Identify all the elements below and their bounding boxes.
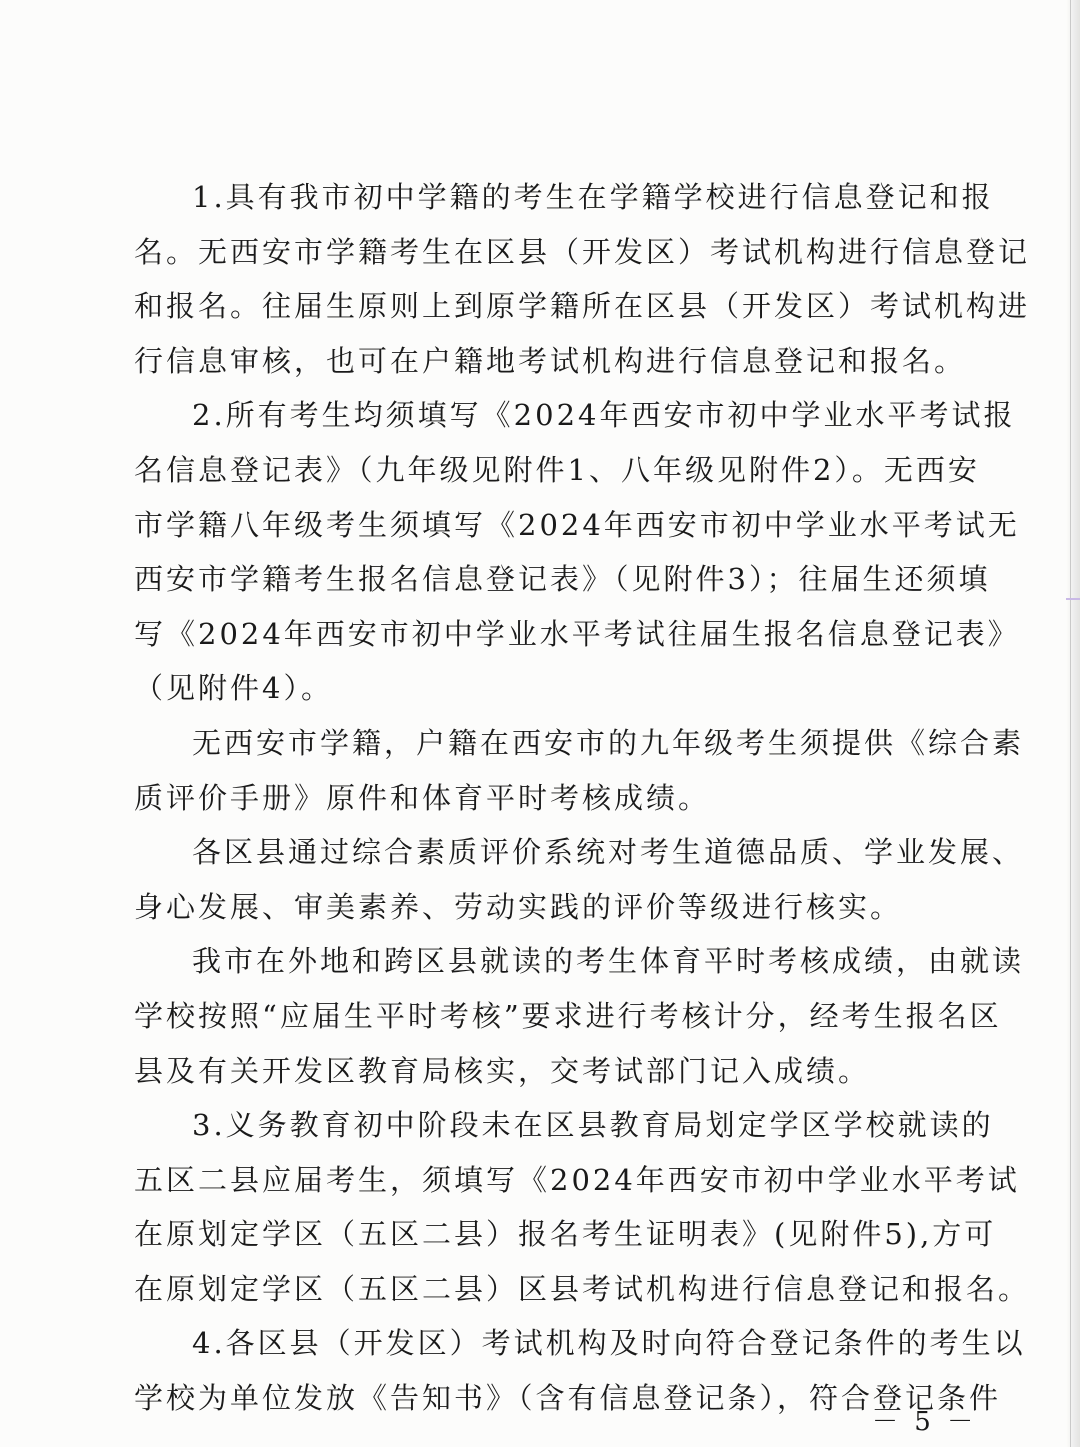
- text-line: （见附件4）。: [134, 671, 333, 706]
- text-line: 名信息登记表》（九年级见附件1、八年级见附件2）。无西安: [134, 452, 980, 487]
- text-line: 我市在外地和跨区县就读的考生体育平时考核成绩，由就读: [192, 944, 1025, 979]
- text-line: 3.义务教育初中阶段未在区县教育局划定学区学校就读的: [192, 1108, 994, 1143]
- text-line: 在原划定学区（五区二县）区县考试机构进行信息登记和报名。: [134, 1271, 1031, 1306]
- text-line: 名。无西安市学籍考生在区县（开发区）考试机构进行信息登记: [134, 234, 1031, 269]
- text-line: 行信息审核，也可在户籍地考试机构进行信息登记和报名。: [134, 343, 967, 378]
- text-line: 各区县通过综合素质评价系统对考生道德品质、学业发展、: [192, 835, 1025, 870]
- text-line: 市学籍八年级考生须填写《2024年西安市初中学业水平考试无: [134, 507, 1020, 542]
- text-line: 学校为单位发放《告知书》（含有信息登记条），符合登记条件: [134, 1381, 1002, 1416]
- text-line: 写《2024年西安市初中学业水平考试往届生报名信息登记表》: [134, 616, 1020, 651]
- text-line: 西安市学籍考生报名信息登记表》（见附件3）；往届生还须填: [134, 562, 991, 597]
- page-edge-mark: [1066, 598, 1080, 600]
- text-line: 五区二县应届考生，须填写《2024年西安市初中学业水平考试: [134, 1162, 1020, 1197]
- page-edge-shadow: [1066, 0, 1080, 1447]
- text-line: 和报名。往届生原则上到原学籍所在区县（开发区）考试机构进: [134, 289, 1031, 324]
- text-line: 无西安市学籍，户籍在西安市的九年级考生须提供《综合素: [192, 725, 1025, 760]
- text-line: 2.所有考生均须填写《2024年西安市初中学业水平考试报: [192, 398, 1016, 433]
- text-line: 在原划定学区（五区二县）报名考生证明表》(见附件5),方可: [134, 1217, 997, 1252]
- page-number: － 5 －: [872, 1407, 978, 1437]
- page-edge-line: [1070, 0, 1071, 1447]
- text-line: 身心发展、审美素养、劳动实践的评价等级进行核实。: [134, 889, 903, 924]
- text-line: 质评价手册》原件和体育平时考核成绩。: [134, 780, 711, 815]
- text-line: 1.具有我市初中学籍的考生在学籍学校进行信息登记和报: [192, 180, 994, 214]
- text-line: 县及有关开发区教育局核实，交考试部门记入成绩。: [134, 1053, 871, 1088]
- document-body: [134, 170, 1031, 1426]
- text-line: 4.各区县（开发区）考试机构及时向符合登记条件的考生以: [192, 1326, 1026, 1361]
- text-line: 学校按照“应届生平时考核”要求进行考核计分，经考生报名区: [134, 998, 1002, 1033]
